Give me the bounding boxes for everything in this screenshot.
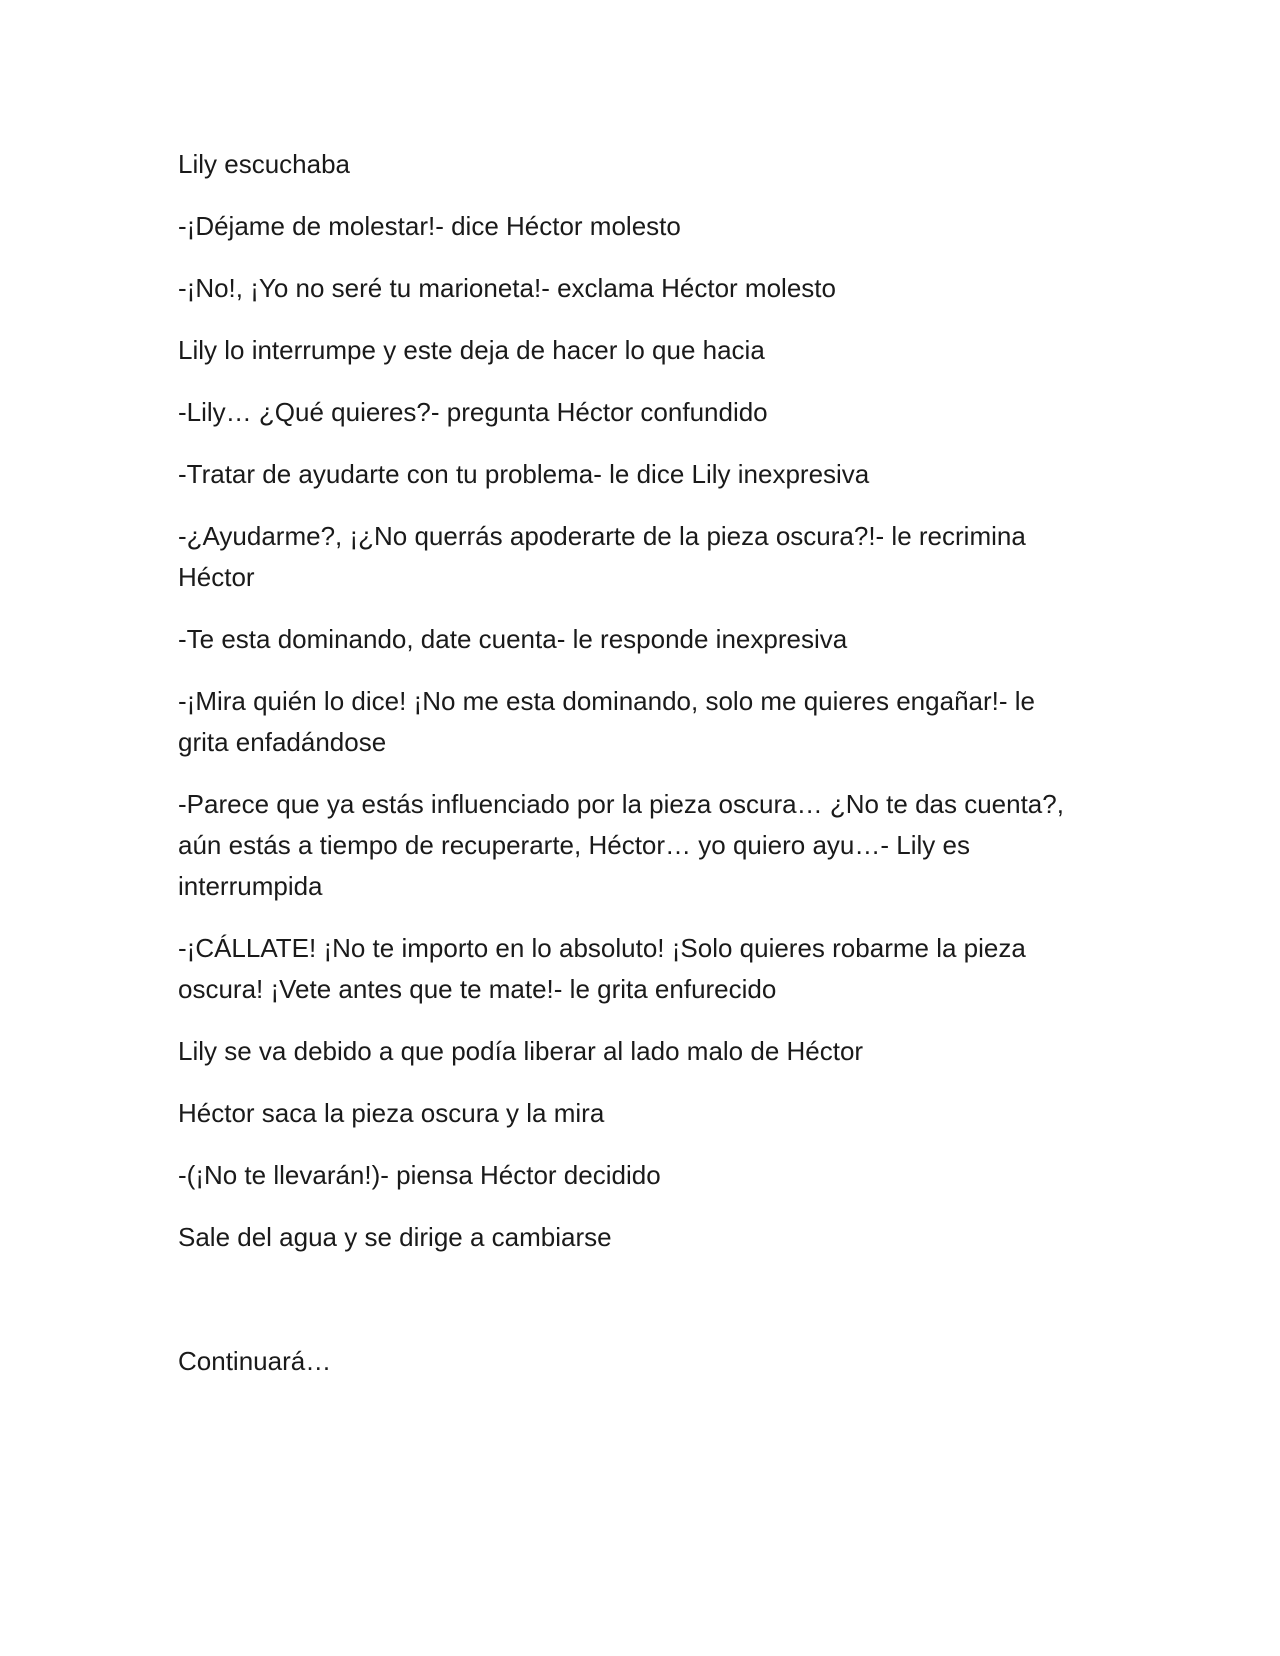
paragraph: -Lily… ¿Qué quieres?- pregunta Héctor confundido — [178, 397, 768, 427]
document-body — [178, 144, 1088, 1403]
paragraph: Héctor saca la pieza oscura y la mira — [178, 1098, 605, 1128]
blank-line — [178, 1279, 1088, 1341]
paragraph: -Parece que ya estás influenciado por la pieza oscura… ¿No te das cuenta?, aún estás a tiempo de recuperarte, Héctor… yo quiero ayu…- Lily es interrumpida — [178, 789, 1064, 901]
paragraph: Lily escuchaba — [178, 149, 350, 179]
paragraph: -¡Déjame de molestar!- dice Héctor molesto — [178, 211, 681, 241]
paragraph: Sale del agua y se dirige a cambiarse — [178, 1222, 612, 1252]
paragraph: Lily se va debido a que podía liberar al lado malo de Héctor — [178, 1036, 864, 1066]
paragraph: -Tratar de ayudarte con tu problema- le dice Lily inexpresiva — [178, 459, 870, 489]
paragraph: Lily lo interrumpe y este deja de hacer lo que hacia — [178, 335, 765, 365]
paragraph: -¿Ayudarme?, ¡¿No querrás apoderarte de la pieza oscura?!- le recrimina Héctor — [178, 521, 1026, 592]
paragraph: -(¡No te llevarán!)- piensa Héctor decidido — [178, 1160, 661, 1190]
paragraph: -¡CÁLLATE! ¡No te importo en lo absoluto! ¡Solo quieres robarme la pieza oscura! ¡Vete antes que te mate!- le grita enfurecido — [178, 933, 1026, 1004]
paragraph: -Te esta dominando, date cuenta- le responde inexpresiva — [178, 624, 848, 654]
paragraph: -¡Mira quién lo dice! ¡No me esta dominando, solo me quieres engañar!- le grita enfadándose — [178, 686, 1035, 757]
closing-line: Continuará… — [178, 1346, 332, 1376]
paragraph: -¡No!, ¡Yo no seré tu marioneta!- exclama Héctor molesto — [178, 273, 836, 303]
